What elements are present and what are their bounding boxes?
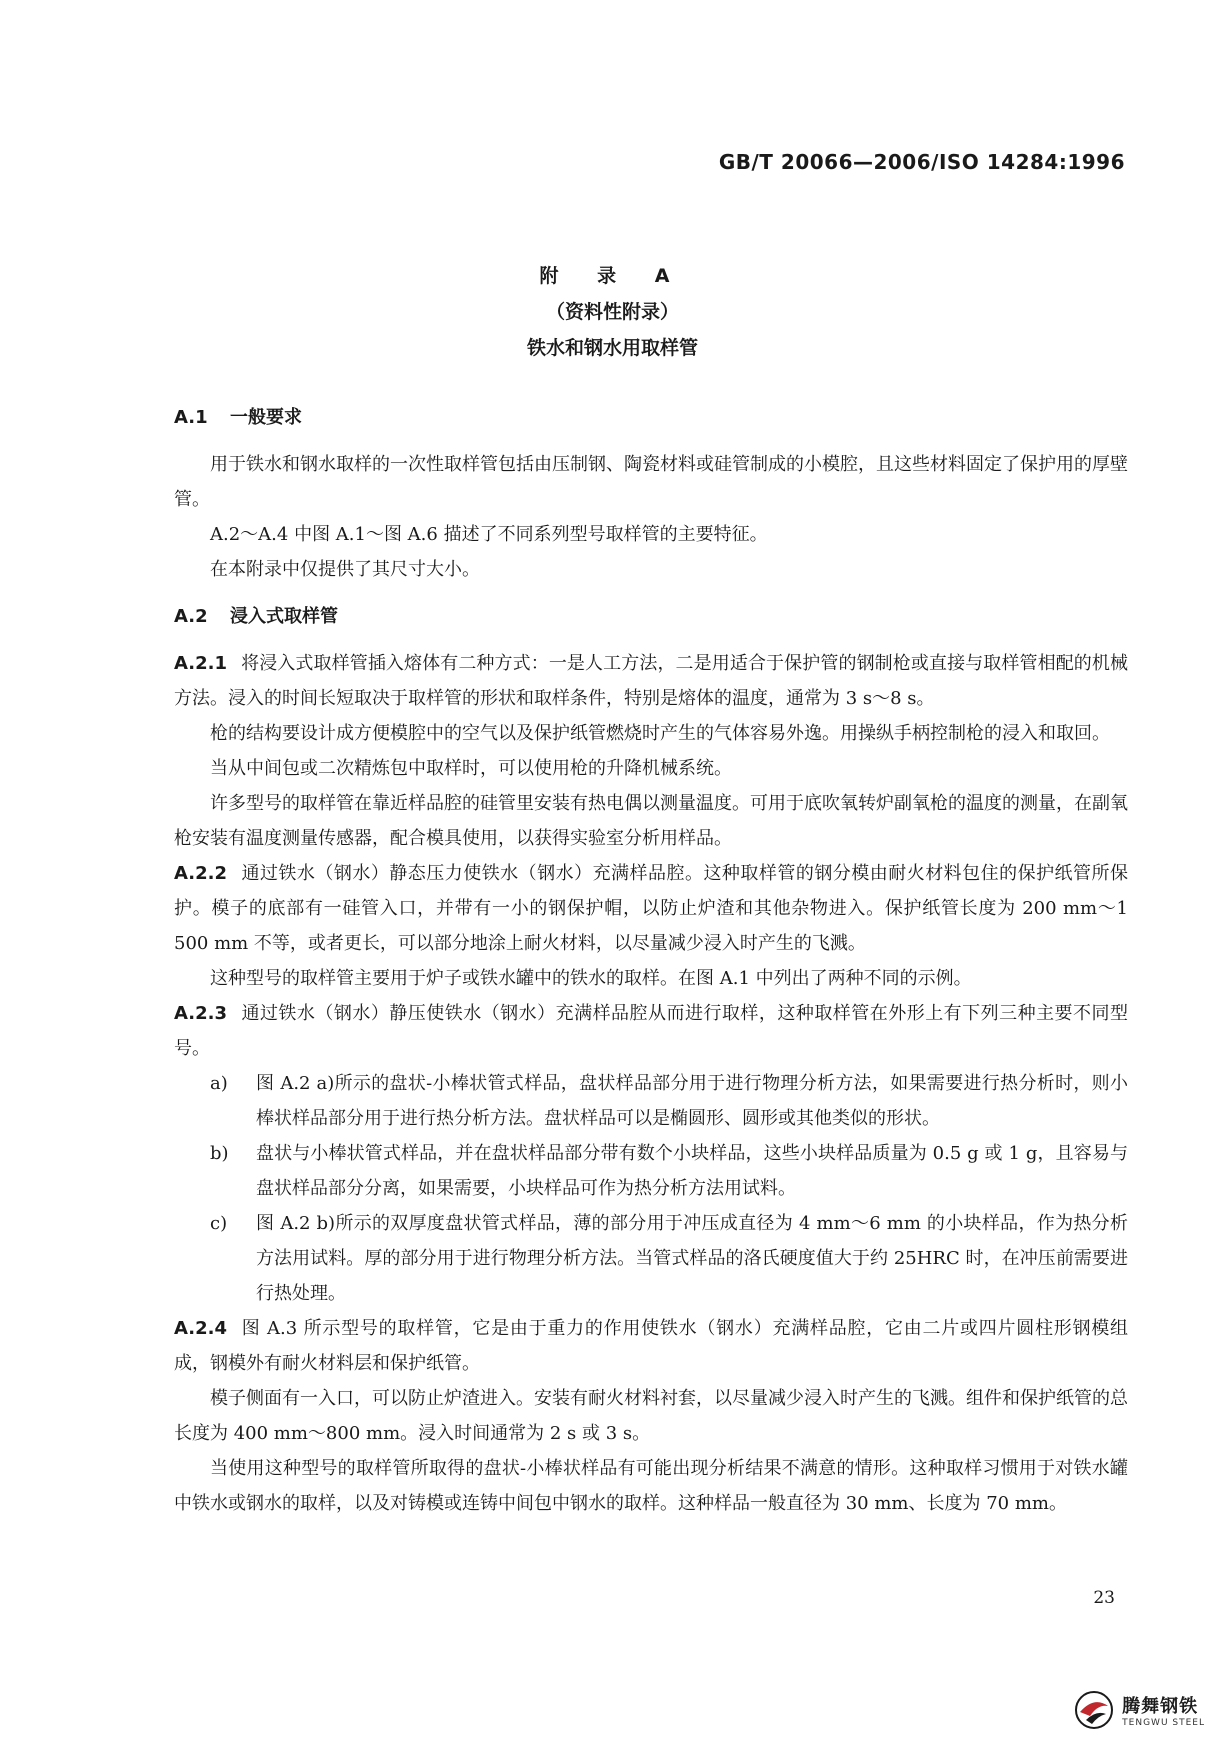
paragraph: 这种型号的取样管主要用于炉子或铁水罐中的铁水的取样。在图 A.1 中列出了两种不同的示例。 [210,968,972,989]
clause-number: A.2.3 [174,1003,227,1024]
list-item [210,1206,1128,1311]
standard-number: GB/T 20066—2006/ISO 14284:1996 [718,150,1125,174]
brand-logo-icon [1072,1690,1116,1730]
brand-name-cn: 腾舞钢铁 [1122,1696,1199,1717]
list-item-text: 图 A.2 b)所示的双厚度盘状管式样品，薄的部分用于冲压成直径为 4 mm～6 mm 的小块样品，作为热分析方法用试料。厚的部分用于进行物理分析方法。当管式样品的洛氏硬度值大于约 25HRC 时，在冲压前需要进行热处理。 [256,1213,1128,1304]
paragraph: 许多型号的取样管在靠近样品腔的硅管里安装有热电偶以测量温度。可用于底吹氧转炉副氧枪的温度的测量，在副氧枪安装有温度测量传感器，配合模具使用，以获得实验室分析用样品。 [174,793,1128,849]
section-heading-a2 [174,599,1128,634]
appendix-name: 铁水和钢水用取样管 [526,337,698,359]
page-number: 23 [1093,1588,1115,1608]
list-item-label: c) [210,1213,228,1234]
paragraph: 用于铁水和钢水取样的一次性取样管包括由压制钢、陶瓷材料或硅管制成的小模腔，且这些材料固定了保护用的厚壁管。 [174,454,1128,510]
paragraph: 模子侧面有一入口，可以防止炉渣进入。安装有耐火材料衬套，以尽量减少浸入时产生的飞溅。组件和保护纸管的总长度为 400 mm～800 mm。浸入时间通常为 2 s 或 3 s。 [174,1388,1128,1444]
appendix-title: 附 录 A [539,265,686,287]
brand-name-en: TENGWU STEEL [1122,1718,1205,1728]
clause-text: 通过铁水（钢水）静态压力使铁水（钢水）充满样品腔。这种取样管的钢分模由耐火材料包住的保护纸管所保护。模子的底部有一硅管入口，并带有一小的钢保护帽，以防止炉渣和其他杂物进入。保护纸管长度为 200 mm～1 500 mm 不等，或者更长，可以部分地涂上耐火材料，以尽量减少浸入时产生的飞溅。 [174,863,1128,954]
clause-a2-3 [174,996,1128,1066]
section-heading-a1 [174,400,1128,435]
clause-number: A.2.2 [174,863,227,884]
clause-number: A.2.1 [174,653,227,674]
list-item-label: a) [210,1073,228,1094]
paragraph: 当使用这种型号的取样管所取得的盘状-小棒状样品有可能出现分析结果不满意的情形。这种取样习惯用于对铁水罐中铁水或钢水的取样，以及对铸模或连铸中间包中钢水的取样。这种样品一般直径为 30 mm、长度为 70 mm。 [174,1458,1128,1514]
appendix-heading [0,258,1225,366]
paragraph: 枪的结构要设计成方便模腔中的空气以及保护纸管燃烧时产生的气体容易外逸。用操纵手柄控制枪的浸入和取回。 [210,723,1110,744]
body-text [174,388,1128,1521]
list-item-label: b) [210,1143,229,1164]
list-item-text: 盘状与小棒状管式样品，并在盘状样品部分带有数个小块样品，这些小块样品质量为 0.5 g 或 1 g，且容易与盘状样品部分分离，如果需要，小块样品可作为热分析方法用试料。 [256,1143,1128,1199]
clause-number: A.2.4 [174,1318,227,1339]
clause-a2-4 [174,1311,1128,1381]
paragraph: 当从中间包或二次精炼包中取样时，可以使用枪的升降机械系统。 [210,758,732,779]
appendix-type: （资料性附录） [545,301,679,323]
clause-text: 通过铁水（钢水）静压使铁水（钢水）充满样品腔从而进行取样，这种取样管在外形上有下列三种主要不同型号。 [174,1003,1128,1059]
list-item [210,1066,1128,1136]
section-number: A.2 [174,606,208,627]
section-number: A.1 [174,407,208,428]
clause-text: 图 A.3 所示型号的取样管，它是由于重力的作用使铁水（钢水）充满样品腔，它由二片或四片圆柱形钢模组成，钢模外有耐火材料层和保护纸管。 [174,1318,1128,1374]
section-title: 浸入式取样管 [230,606,338,627]
list-item [210,1136,1128,1206]
clause-a2-2 [174,856,1128,961]
list-item-text: 图 A.2 a)所示的盘状-小棒状管式样品，盘状样品部分用于进行物理分析方法，如果需要进行热分析时，则小棒状样品部分用于进行热分析方法。盘状样品可以是椭圆形、圆形或其他类似的形状。 [256,1073,1128,1129]
clause-text: 将浸入式取样管插入熔体有二种方式：一是人工方法，二是用适合于保护管的钢制枪或直接与取样管相配的机械方法。浸入的时间长短取决于取样管的形状和取样条件，特别是熔体的温度，通常为 3 s～8 s。 [174,653,1128,709]
clause-a2-1 [174,646,1128,716]
section-title: 一般要求 [230,407,302,428]
paragraph: 在本附录中仅提供了其尺寸大小。 [210,559,480,580]
paragraph: A.2～A.4 中图 A.1～图 A.6 描述了不同系列型号取样管的主要特征。 [210,524,768,545]
brand-logo [1072,1690,1205,1730]
